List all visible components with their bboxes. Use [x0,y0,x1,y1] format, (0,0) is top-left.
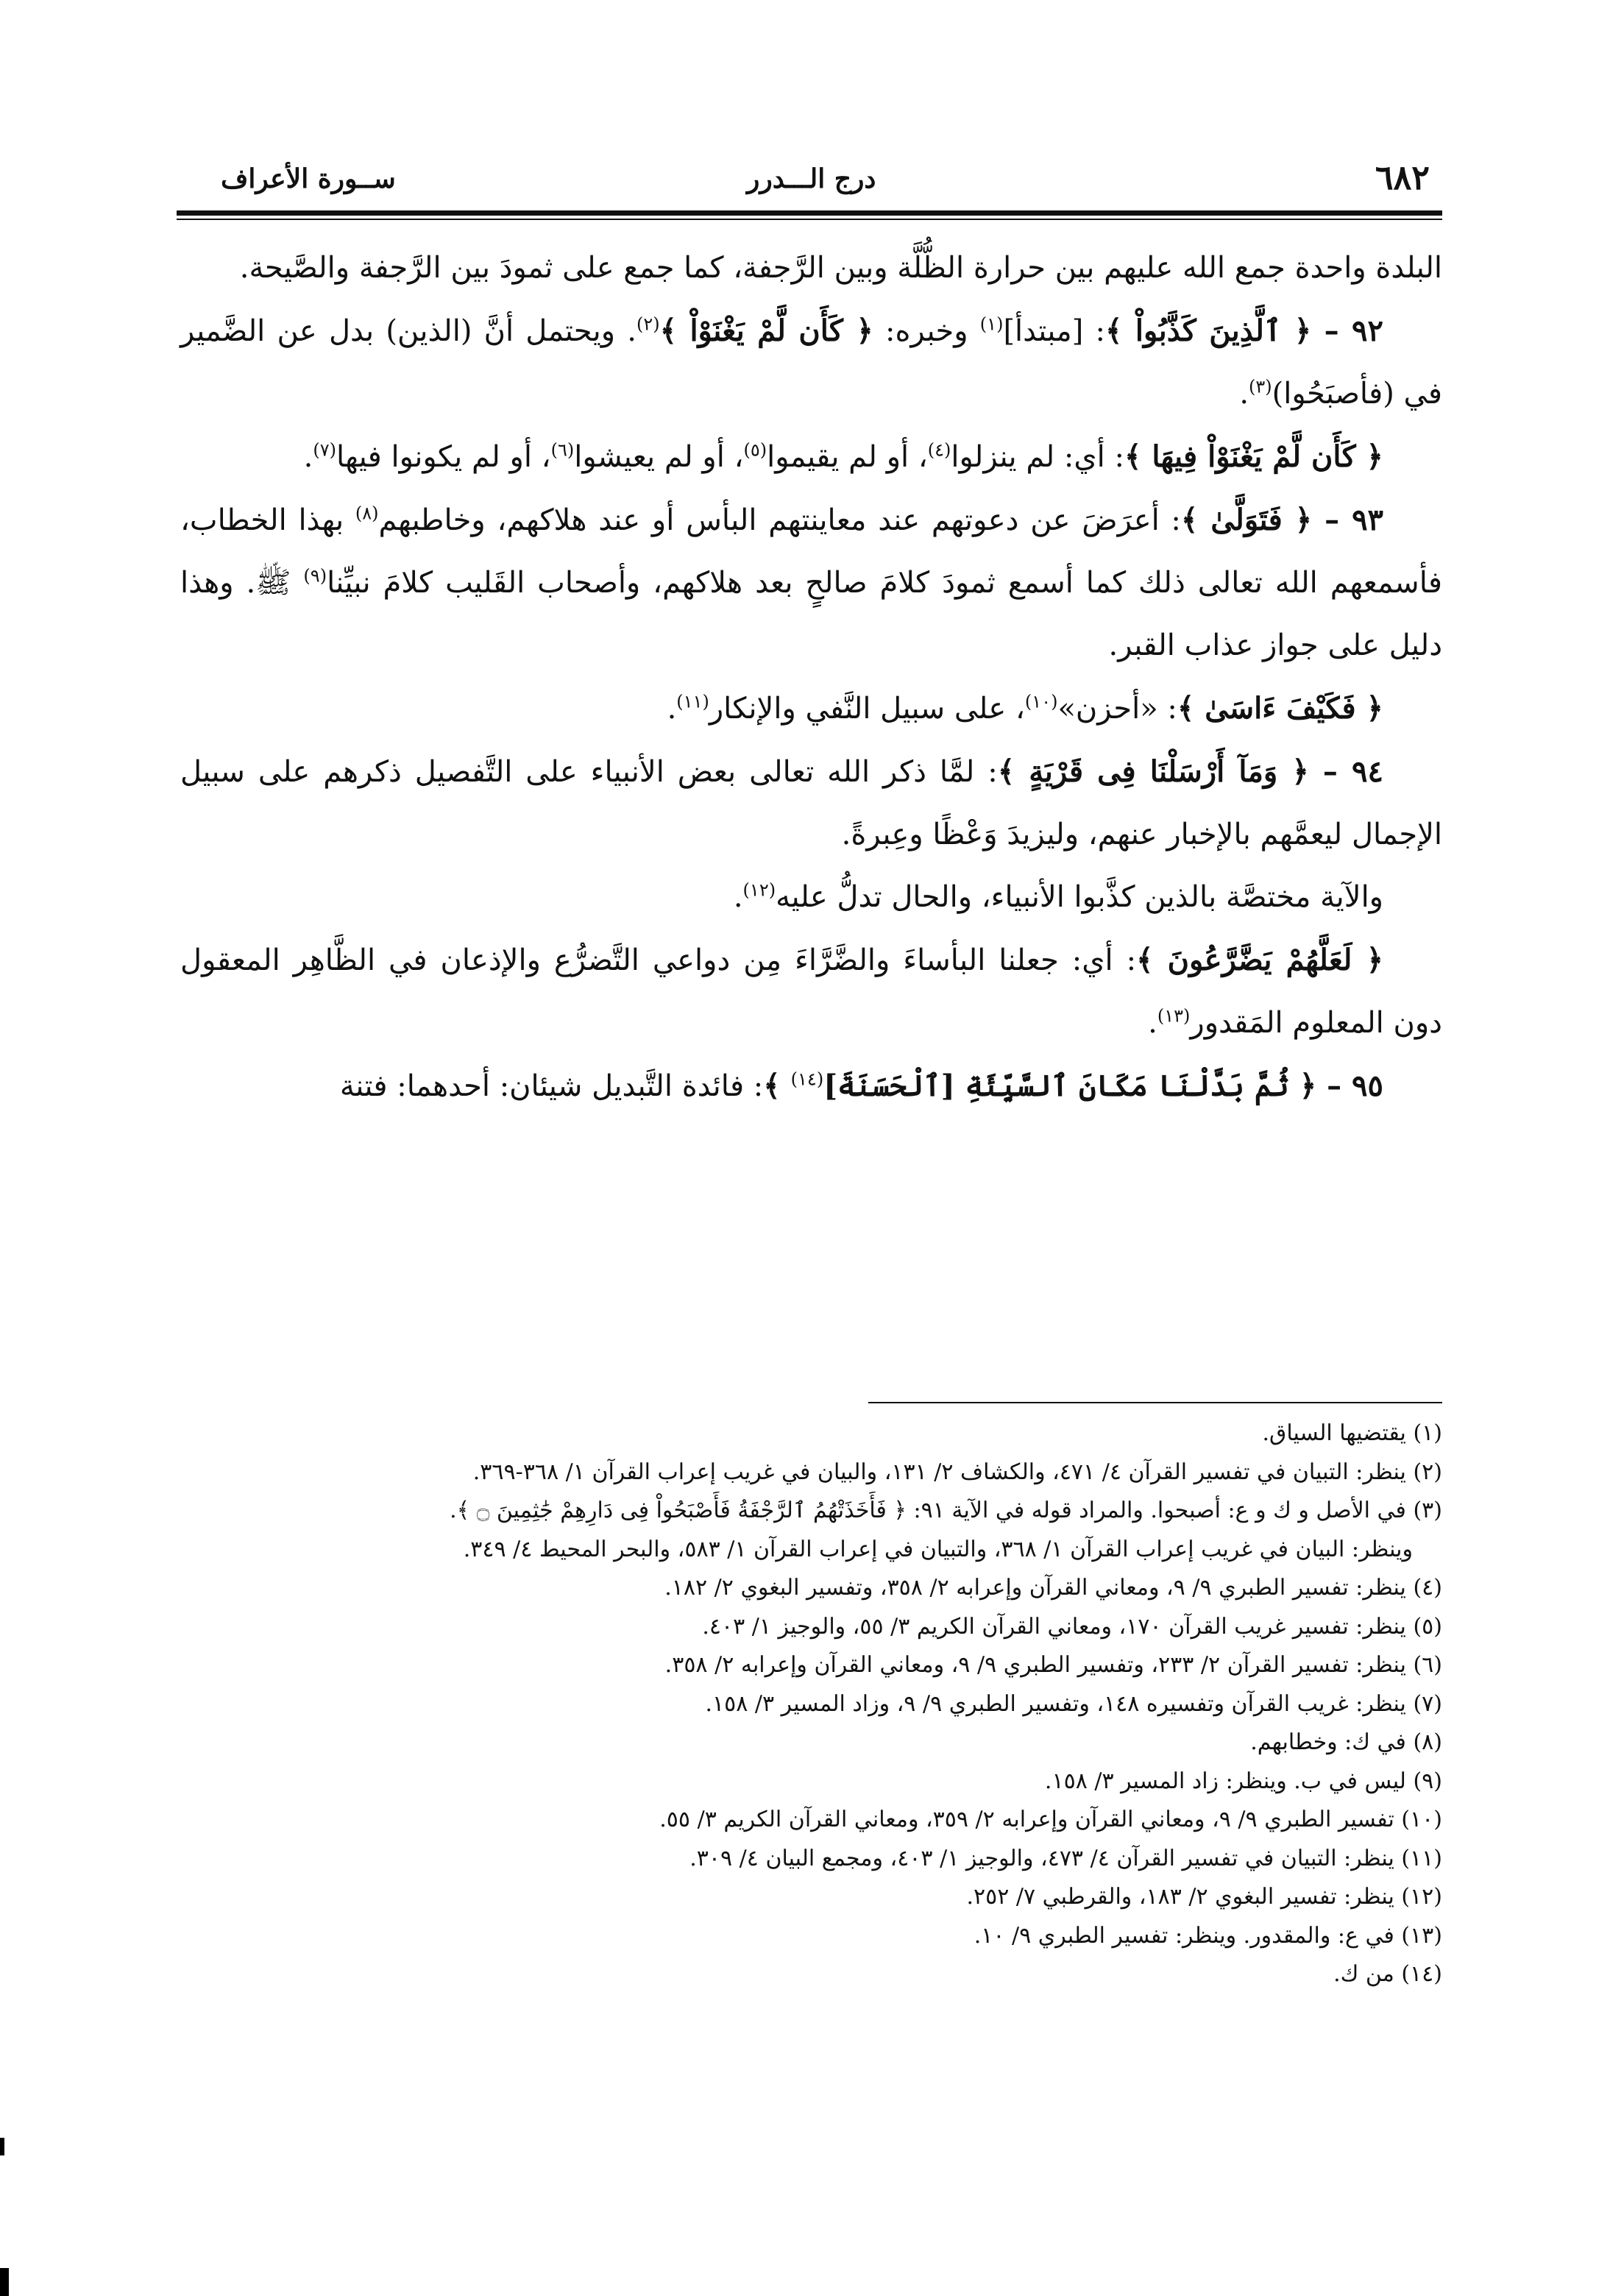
header-rule-thin [177,219,1442,220]
text-run: ، أو لم يقيموا [767,440,928,474]
footnote-ref: (١) [979,313,1004,335]
footnote-ref: (١٣) [1157,1005,1191,1027]
text-run: . [303,440,313,474]
text-run: ، على سبيل النَّفي والإنكار [709,692,1025,726]
quran-quote-close: ﴾ [763,1069,791,1103]
text-run: . [667,692,677,726]
verse-number: ٩٤ – [1308,754,1384,789]
footnote-ref: (١١) [676,691,709,712]
footnote: (٥) ينظر: تفسير غريب القرآن ١٧٠، ومعاني القرآن الكريم ٣/ ٥٥، والوجيز ١/ ٤٠٣. [702,1613,1442,1640]
quran-quote: ﴿ كَأَن لَّمْ يَغْنَوْاْ ﴾ [659,313,873,348]
paragraph [180,677,1442,740]
footnote-ref: (٧) [313,439,336,461]
footnote-ref: (٤) [927,439,951,461]
quran-quote: ﴿ فَتَوَلَّىٰ ﴾ [1180,503,1313,537]
text-run: . [733,880,743,914]
page-number: ٦٨٢ [1375,157,1430,197]
footnote-ref: (٣) [1249,376,1272,397]
footnote-ref: (٦) [550,439,575,461]
text-run: ، أو لم يكونوا فيها [336,440,551,474]
quran-quote: ﴿ كَأَن لَّمْ يَغْنَوْاْ فِيهَا ﴾ [1124,439,1383,474]
footnote-ref: (٩) [303,565,327,587]
text-run: : لمَّا ذكر الله تعالى بعض الأنبياء على التَّفصيل ذكرهم على سبيل الإجمال ليعمَّهم بالإخبار عنهم، وليزيدَ وَعْظًا وعِبرةً. [180,755,1442,851]
text-run: بهذا الخطاب، فأسمعهم الله تعالى ذلك كما أسمع ثمودَ كلامَ صالحٍ بعد هلاكهم، وأصحاب القَليب كلامَ نبيِّنا [180,503,1442,600]
footnote: (١٣) في ع: والمقدور. وينظر: تفسير الطبري ٩/ ١٠. [974,1922,1442,1949]
text-run: : [مبتدأ] [1003,314,1105,348]
paragraph [180,929,1442,1055]
text-run: . [1148,1006,1157,1040]
quran-quote: ﴿ فَكَيْفَ ءَاسَىٰ ﴾ [1177,691,1383,726]
footnote: (٩) ليس في ب. وينظر: زاد المسير ٣/ ١٥٨. [1044,1768,1442,1794]
main-text [180,237,1442,1118]
text-run: : أعرَضَ عن دعوتهم عند معاينتهم البأس أو عند هلاكهم، وخاطبهم [378,503,1181,537]
quran-quote: ﴿ ٱلَّذِينَ كَذَّبُواْ ﴾ [1105,313,1312,348]
footnote: (٣) في الأصل و ك و ع: أصبحوا. والمراد قوله في الآية ٩١: ﴿ فَأَخَذَتْهُمُ ٱلرَّجْفَةُ فَأَصْبَحُواْ فِى دَارِهِمْ جَٰثِمِينَ ۝ ﴾. [450,1498,1442,1523]
footnote: (١٤) من ك. [1333,1961,1442,1987]
footnote: (١١) ينظر: التبيان في تفسير القرآن ٤/ ٤٧٣، والوجيز ١/ ٤٠٣، ومجمع البيان ٤/ ٣٠٩. [689,1845,1442,1871]
text-run: . [1239,377,1249,411]
footnote-continuation: وينظر: البيان في غريب إعراب القرآن ١/ ٣٦٨، والتبيان في إعراب القرآن ١/ ٥٨٣، والبحر المحيط ٤/ ٣٤٩. [463,1536,1413,1562]
text-run: وخبره: [873,314,980,348]
book-title: درج الـــدرر [747,163,876,194]
paragraph [180,300,1442,425]
paragraph: البلدة واحدة جمع الله عليهم بين حرارة الظُّلَّة وبين الرَّجفة، كما جمع على ثمودَ بين الرَّجفة والصَّيحة. [239,251,1442,285]
text-run: ﷺ. وهذا دليل على جواز عذاب القبر. [180,566,1442,662]
footnote: (١٠) تفسير الطبري ٩/ ٩، ومعاني القرآن وإعرابه ٢/ ٣٥٩، ومعاني القرآن الكريم ٣/ ٥٥. [659,1807,1442,1832]
footnote: (١٢) ينظر: تفسير البغوي ٢/ ١٨٣، والقرطبي ٧/ ٢٥٢. [966,1884,1442,1910]
text-run: : فائدة التَّبديل شيئان: أحدهما: فتنة [339,1069,764,1103]
footnote-ref: (٥) [743,439,767,461]
footnotes [180,1414,1442,1994]
text-run: والآية مختصَّة بالذين كذَّبوا الأنبياء، والحال تدلُّ عليه [776,880,1383,914]
verse-number: ٩٥ – [1316,1069,1383,1103]
text-run: ، أو لم يعيشوا [574,440,744,474]
quran-quote: ﴿ ثُمَّ بَدَّلْنَا مَكَانَ ٱلسَّيِّئَةِ [ٱلْحَسَنَةَ] [823,1069,1317,1103]
text-run: : «أحزن» [1057,692,1177,726]
text-run: : أي: لم ينزلوا [951,440,1124,474]
footnote: (٧) ينظر: غريب القرآن وتفسيره ١٤٨، وتفسير الطبري ٩/ ٩، وزاد المسير ٣/ ١٥٨. [705,1690,1442,1717]
verse-number: ٩٣ – [1312,503,1384,537]
sura-title: ســورة الأعراف [221,163,396,194]
footnote: (٤) ينظر: تفسير الطبري ٩/ ٩، ومعاني القرآن وإعرابه ٢/ ٣٥٨، وتفسير البغوي ٢/ ١٨٢. [664,1575,1442,1601]
footnote: (٨) في ك: وخطابهم. [1250,1729,1442,1755]
footnote-ref: (١٤) [790,1069,824,1090]
footnote: (٦) ينظر: تفسير القرآن ٢/ ٢٣٣، وتفسير الطبري ٩/ ٩، ومعاني القرآن وإعرابه ٢/ ٣٥٨. [664,1652,1442,1678]
verse-number: ٩٢ – [1311,313,1384,348]
header-rule-thick [177,210,1442,216]
text-run: : أي: جعلنا البأساءَ والضَّرَّاءَ مِن دواعي التَّضرُّع والإذعان في الظَّاهِر المعقول دون المعلوم المَقدور [180,943,1442,1040]
text-run: . ويحتمل أنَّ (الذين) بدل عن الضَّمير في (فأصبَحُوا) [180,314,1442,411]
paragraph [180,425,1442,489]
footnote-separator [868,1402,1442,1403]
quran-quote: ﴿ لَعَلَّهُمْ يَضَّرَّعُونَ ﴾ [1136,943,1384,977]
scan-edge-mark [0,2138,4,2155]
paragraph [180,866,1442,929]
paragraph [180,1055,1442,1118]
footnote-ref: (٢) [636,313,660,335]
scan-edge-mark [0,2268,9,2296]
quran-quote: ﴿ وَمَآ أَرْسَلْنَا فِى قَرْيَةٍ ﴾ [997,754,1309,789]
paragraph [180,740,1442,866]
footnote-ref: (٨) [355,503,379,524]
footnote-ref: (١٢) [742,879,776,901]
paragraph [180,489,1442,677]
footnote-ref: (١٠) [1024,691,1058,712]
footnote: (١) يقتضيها السياق. [1262,1420,1442,1446]
footnote: (٢) ينظر: التبيان في تفسير القرآن ٤/ ٤٧١، والكشاف ٢/ ١٣١، والبيان في غريب إعراب القرآن ١/ ٣٦٨-٣٦٩. [472,1459,1442,1485]
